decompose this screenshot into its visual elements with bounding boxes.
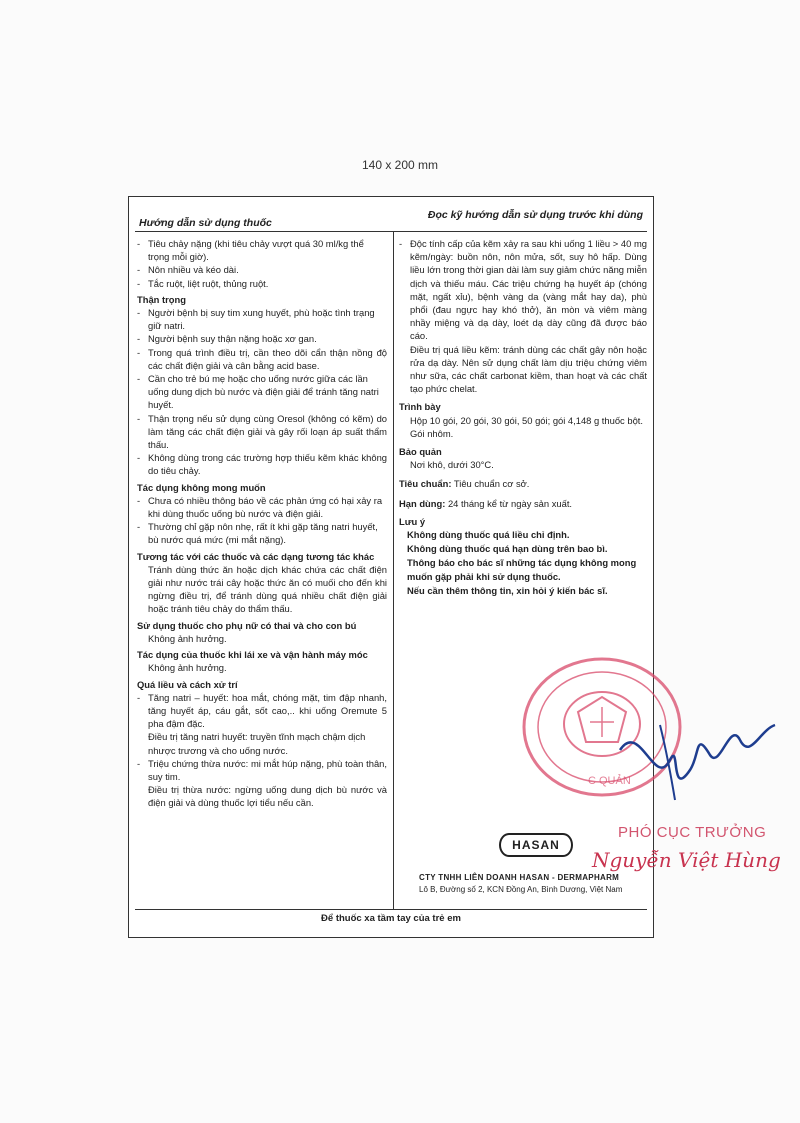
left-column [137, 237, 387, 810]
header-divider [135, 231, 647, 232]
standard-line: Tiêu chuẩn: Tiêu chuẩn cơ sở. [399, 478, 530, 490]
list-item: - Thận trọng nếu sử dụng cùng Oresol (không có kẽm) do làm tăng các chất điện giải và gây rối loạn áp suất thẩm thấu. [137, 412, 387, 451]
zinc-overdose-treatment: Điều trị quá liều kẽm: tránh dùng các chất gây nôn hoặc rửa dạ dày. Nên sử dụng chất làm dịu triệu chứng viêm như sữa, các chất carbonat kiềm, than hoạt và các chất tạo phức chelat. [410, 343, 647, 395]
list-item: - Tắc ruột, liệt ruột, thủng ruột. [137, 277, 269, 289]
section-heading-presentation: Trình bày [399, 401, 441, 413]
approval-title: PHÓ CỤC TRƯỞNG [618, 824, 767, 841]
company-logo: HASAN [499, 833, 573, 857]
footer-warning: Để thuốc xa tầm tay của trẻ em [321, 913, 461, 924]
presentation-text: Hộp 10 gói, 20 gói, 30 gói, 50 gói; gói 4,148 g thuốc bột. Gói nhôm. [410, 414, 643, 439]
section-heading-side-effects: Tác dụng không mong muốn [137, 481, 266, 493]
overdose-treatment-1: Điều trị tăng natri huyết: truyền tĩnh mạch chậm dịch nhược trương và cho uống nước. [148, 731, 366, 756]
approval-name: Nguyễn Việt Hùng [592, 848, 781, 872]
list-item: - Độc tính cấp của kẽm xảy ra sau khi uống 1 liều > 40 mg kẽm/ngày: buồn nôn, nôn mửa, sốt, suy hô hấp. Dùng liều lớn trong thời gian dài làm suy giảm chức năng miễn dịch và thiếu máu. Các triệu chứng hạ huyết áp (chóng mặt, ngất xỉu), bệnh vàng da (vàng mắt hay da), phù phổi (đau ngực hay khó thở), ăn mòn và viêm màng nhầy miệng và dạ dày, loét dạ dày cũng đã được báo cáo. [399, 238, 647, 342]
list-item: - Người bệnh suy thận nặng hoặc xơ gan. [137, 333, 317, 345]
section-heading-storage: Bảo quản [399, 446, 442, 458]
column-divider [393, 231, 394, 909]
section-heading-than-trong: Thận trọng [137, 293, 186, 305]
company-name: CTY TNHH LIÊN DOANH HASAN - DERMAPHARM [419, 873, 620, 882]
driving-text: Không ảnh hưởng. [148, 662, 227, 674]
expiry-line: Hạn dùng: 24 tháng kể từ ngày sản xuất. [399, 497, 573, 509]
list-item: - Không dùng trong các trường hợp thiếu kẽm khác không do tiêu chảy. [137, 452, 387, 477]
leaflet-panel [128, 196, 654, 938]
header-left-title: Hướng dẫn sử dụng thuốc [139, 217, 272, 229]
overdose-treatment-2: Điều trị thừa nước: ngừng uống dung dịch bù nước và điện giải và dùng thuốc lợi tiểu nếu cần. [148, 784, 387, 809]
header-right-title: Đọc kỹ hướng dẫn sử dụng trước khi dùng [427, 209, 643, 221]
section-heading-overdose: Quá liều và cách xử trí [137, 678, 238, 690]
list-item: - Tăng natri – huyết: hoa mắt, chóng mặt, tim đập nhanh, tăng huyết áp, cáu gắt, sốt cao,.. khi uống Oremute 5 pha đậm đặc. [137, 691, 387, 730]
signature-icon [600, 700, 800, 820]
section-heading-note: Lưu ý [399, 515, 426, 527]
storage-text: Nơi khô, dưới 30°C. [410, 459, 494, 471]
list-item: - Chưa có nhiều thông báo về các phản ứng có hại xảy ra khi dùng thuốc uống bù nước và điện giải. [137, 494, 383, 520]
section-heading-pregnancy: Sử dụng thuốc cho phụ nữ có thai và cho con bú [137, 619, 357, 631]
warning-line: Không dùng thuốc quá hạn dùng trên bao bì. [407, 543, 608, 555]
list-item: - Thường chỉ gặp nôn nhẹ, rất ít khi gặp tăng natri huyết, bù nước quá mức (mi mắt nặng). [137, 521, 378, 546]
company-address: Lô B, Đường số 2, KCN Đồng An, Bình Dương, Việt Nam [419, 885, 623, 894]
list-item: - Triệu chứng thừa nước: mi mắt húp nặng, phù toàn thân, suy tim. [137, 757, 387, 782]
list-item: - Cần cho trẻ bú mẹ hoặc cho uống nước giữa các lần uống dung dịch bù nước và điện giải để tránh tăng natri huyết. [137, 373, 379, 411]
list-item: - Người bệnh bị suy tim xung huyết, phù hoặc tình trạng giữ natri. [137, 307, 375, 332]
footer-divider [135, 909, 647, 910]
page-size-label: 140 x 200 mm [361, 158, 439, 172]
list-item: - Tiêu chảy nặng (khi tiêu chảy vượt quá 30 ml/kg thể trọng mỗi giờ). [137, 238, 364, 263]
right-column [399, 237, 647, 598]
list-item: - Nôn nhiều và kéo dài. [137, 264, 239, 276]
warning-line: Nếu cần thêm thông tin, xin hỏi ý kiến bác sĩ. [407, 585, 608, 597]
interactions-text: Tránh dùng thức ăn hoặc dịch khác chứa các chất điện giải như nước trái cây hoặc thức ăn có muối cho đến khi ngừng điều trị, để tránh dùng quá nhiều chất điện giải hoặc tránh tiêu chảy do thẩm thấu. [148, 563, 387, 615]
section-heading-driving: Tác dụng của thuốc khi lái xe và vận hành máy móc [137, 649, 368, 661]
list-item: - Trong quá trình điều trị, cần theo dõi cẩn thận nồng độ các chất điện giải và cân bằng acid base. [137, 346, 387, 371]
warning-line: Thông báo cho bác sĩ những tác dụng không mong muốn gặp phải khi sử dụng thuốc. [407, 557, 637, 583]
pregnancy-text: Không ảnh hưởng. [148, 632, 227, 644]
svg-text:C QUẢN: C QUẢN [588, 775, 631, 787]
section-heading-interactions: Tương tác với các thuốc và các dạng tương tác khác [137, 550, 375, 562]
warning-line: Không dùng thuốc quá liều chỉ định. [407, 529, 570, 541]
